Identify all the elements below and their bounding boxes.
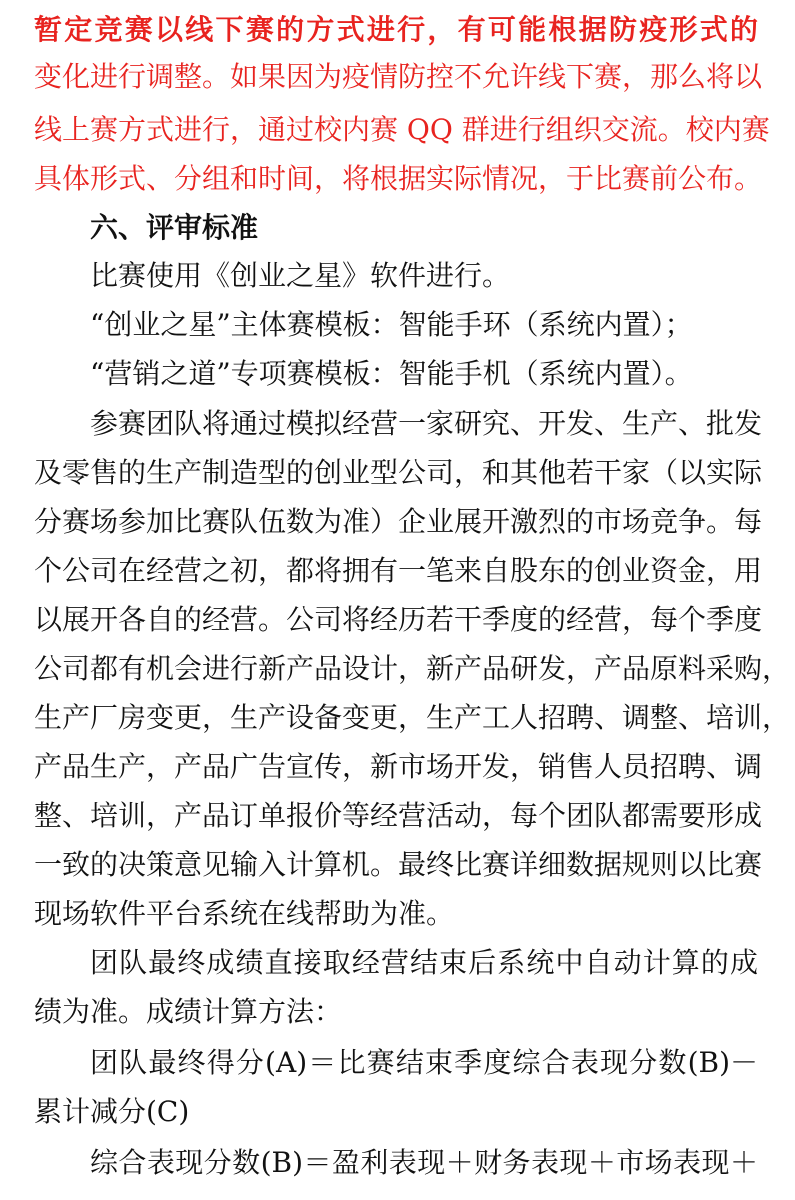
score-paragraph-line-1: 团队最终成绩直接取经营结束后系统中自动计算的成: [90, 946, 758, 979]
formula-b-line-1: 综合表现分数(B)＝盈利表现＋财务表现＋市场表现＋: [90, 1146, 758, 1179]
body-paragraph-line-1: 参赛团队将通过模拟经营一家研究、开发、生产、批发: [90, 407, 763, 440]
body-paragraph-line-4: 个公司在经营之初，都将拥有一笔来自股东的创业资金，用: [34, 554, 763, 587]
body-paragraph-line-2: 及零售的生产制造型的创业型公司，和其他若干家（以实际: [34, 456, 763, 489]
red-paragraph-line-2: 变化进行调整。如果因为疫情防控不允许线下赛，那么将以: [34, 60, 763, 93]
score-paragraph-line-2: 绩为准。成绩计算方法：: [34, 995, 343, 1028]
body-paragraph-line-8: 产品生产，产品广告宣传，新市场开发，销售人员招聘、调: [34, 750, 763, 783]
body-paragraph-line-10: 一致的决策意见输入计算机。最终比赛详细数据规则以比赛: [34, 848, 763, 881]
body-paragraph-line-6: 公司都有机会进行新产品设计，新产品研发，产品原料采购，: [34, 652, 791, 685]
body-paragraph-line-5: 以展开各自的经营。公司将经历若干季度的经营，每个季度: [34, 603, 763, 636]
red-paragraph-line-3: 线上赛方式进行，通过校内赛 QQ 群进行组织交流。校内赛: [34, 113, 770, 146]
template-main-line: “创业之星”主体赛模板：智能手环（系统内置）；: [90, 308, 693, 341]
body-paragraph-line-11: 现场软件平台系统在线帮助为准。: [34, 897, 455, 930]
formula-a-line-1: 团队最终得分(A)＝比赛结束季度综合表现分数(B)－: [90, 1046, 758, 1079]
body-paragraph-line-3: 分赛场参加比赛队伍数为准）企业展开激烈的市场竞争。每: [34, 505, 763, 538]
body-paragraph-line-9: 整、培训，产品订单报价等经营活动，每个团队都需要形成: [34, 799, 763, 832]
section-heading: 六、评审标准: [90, 211, 259, 244]
template-special-line: “营销之道”专项赛模板：智能手机（系统内置）。: [90, 357, 693, 390]
body-paragraph-line-7: 生产厂房变更，生产设备变更，生产工人招聘、调整、培训，: [34, 701, 791, 734]
red-paragraph-line-1: 暂定竞赛以线下赛的方式进行，有可能根据防疫形式的: [34, 13, 758, 46]
formula-a-line-2: 累计减分(C): [34, 1095, 190, 1128]
red-paragraph-line-4: 具体形式、分组和时间，将根据实际情况，于比赛前公布。: [34, 162, 763, 195]
software-line: 比赛使用《创业之星》软件进行。: [90, 259, 511, 292]
